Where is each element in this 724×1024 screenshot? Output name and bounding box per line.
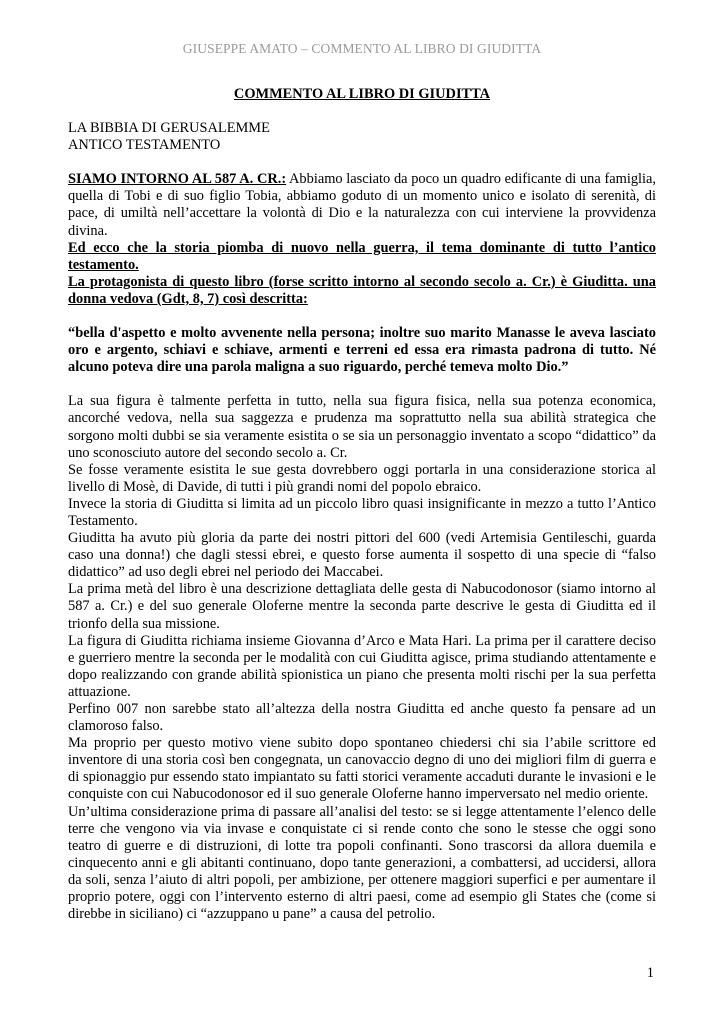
body-paragraph: Invece la storia di Giuditta si limita ad un piccolo libro quasi insignificante in mezzo a tutto l’Antico Testamento. [68, 495, 656, 529]
body-paragraph: Giuditta ha avuto più gloria da parte dei nostri pittori del 600 (vedi Artemisia Gentileschi, guarda caso una donna!) che dagli stessi ebrei, e questo forse aumenta il sospetto di una specie di “falso didattico” ad uso degli ebrei nel periodo dei Maccabei. [68, 530, 656, 581]
intro-text: Abbiamo lasciato da poco un quadro edificante di una famiglia, quella di Tobi e di suo figlio Tobia, abbiamo goduto di un momento unico e isolato di serenità, di pace, di umiltà nell’accettare la volontà di Dio e la naturalezza con cui interviene la provvidenza divina. [68, 171, 656, 239]
body-paragraph: Un’ultima considerazione prima di passare all’analisi del testo: se si legge attentamente l’elenco delle terre che vengono via via invase e conquistate ci si rende conto che sono le stesse che oggi sono teatro di guerre e di distruzioni, di lotte tra popoli confinanti. Sono trascorsi da allora duemila e cinquecento anni e gli abitanti continuano, dopo tante generazioni, a combattersi, ad uccidersi, allora da soli, senza l’aiuto di altri popoli, per ambizione, per ottenere maggiori superfici e per aumentare il proprio potere, oggi con l’intervento esterno di altri paesi, come ad esempio gli States che (come si direbbe in siciliano) ci “azzuppano u pane” a causa del petrolio. [68, 803, 656, 923]
quote-description: “bella d'aspetto e molto avvenente nella persona; inoltre suo marito Manasse le aveva lasciato oro e argento, schiavi e schiave, armenti e terreni ed essa era rimasta padrona di tutto. Né alcuno poteva dire una parola maligna a suo riguardo, perché temeva molto Dio.” [68, 325, 656, 376]
source-reference [68, 120, 656, 154]
emphasis-war: Ed ecco che la storia piomba di nuovo nella guerra, il tema dominante di tutto l’antico testamento. [68, 239, 656, 273]
body-paragraph: La figura di Giuditta richiama insieme Giovanna d’Arco e Mata Hari. La prima per il carattere deciso e guerriero mentre la seconda per le modalità con cui Giuditta agisce, prima studiando attentamente e dopo realizzando con grande abilità spionistica un piano che presenta molti rischi per la sua perfetta attuazione. [68, 632, 656, 700]
intro-heading: SIAMO INTORNO AL 587 A. CR.: [68, 171, 287, 188]
intro-paragraph [68, 171, 656, 239]
document-title: COMMENTO AL LIBRO DI GIUDITTA [233, 86, 491, 102]
body-paragraphs [68, 393, 656, 923]
body-paragraph: Ma proprio per questo motivo viene subito dopo spontaneo chiedersi chi sia l’abile scrittore ed inventore di una storia così ben congegnata, un canovaccio degno di uno dei migliori film di guerra e di spionaggio pur essendo stato impiantato su fatti storici veramente accaduti durante le invasioni e le conquiste con cui Nabucodonosor ed il suo generale Oloferne hanno imperversato nel medio oriente. [68, 735, 656, 803]
source-line-testament: ANTICO TESTAMENTO [68, 137, 221, 154]
document-body [68, 86, 656, 923]
body-paragraph: La prima metà del libro è una descrizione dettagliata delle gesta di Nabucodonosor (siamo intorno al 587 a. Cr.) e del suo generale Oloferne mentre la seconda parte descrive le gesta di Giuditta ed il trionfo della sua missione. [68, 581, 656, 632]
body-paragraph: Perfino 007 non sarebbe stato all’altezza della nostra Giuditta ed anche questo fa pensare ad un clamoroso falso. [68, 701, 656, 735]
body-paragraph: Se fosse veramente esistita le sue gesta dovrebbero oggi portarla in una considerazione storica al livello di Mosè, di Davide, di tutti i più grandi nomi del popolo ebraico. [68, 461, 656, 495]
running-header: GIUSEPPE AMATO – COMMENTO AL LIBRO DI GIUDITTA [182, 41, 542, 56]
page-number: 1 [646, 965, 654, 981]
source-line-bible: LA BIBBIA DI GERUSALEMME [68, 120, 270, 137]
body-paragraph: La sua figura è talmente perfetta in tutto, nella sua figura fisica, nella sua potenza economica, ancorché vedova, nella sua saggezza e prudenza ma soprattutto nella sua abilità strategica che sorgono molti dubbi se sia veramente esistita o se sia un personaggio inventato a scopo “didattico” da uno sconosciuto autore del secondo secolo a. Cr. [68, 393, 656, 461]
emphasis-protagonist: La protagonista di questo libro (forse scritto intorno al secondo secolo a. Cr.) è Giuditta. una donna vedova (Gdt, 8, 7) così descritta: [68, 273, 656, 307]
